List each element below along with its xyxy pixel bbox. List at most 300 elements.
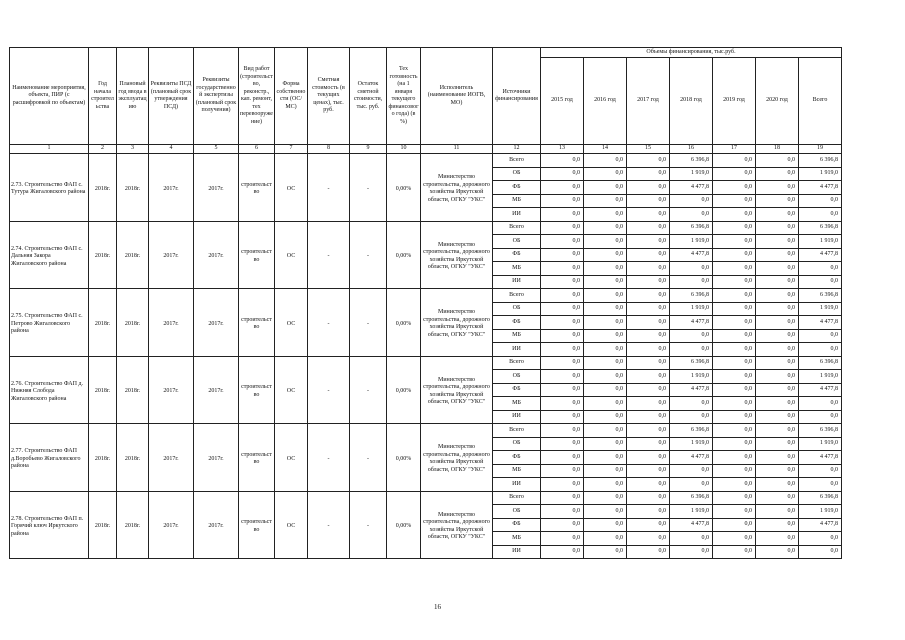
executor: Министерство строительства, дорожного хозяйства Иркутской области, ОГКУ "УКС" [421,154,493,222]
funding-value: 0,0 [713,167,756,181]
funding-value: 0,0 [670,464,713,478]
funding-value: 0,0 [627,491,670,505]
funding-source: ОБ [493,167,541,181]
estimate-cost: - [308,491,350,559]
funding-value: 0,0 [799,343,842,357]
funding-value: 0,0 [670,397,713,411]
funding-value: 0,0 [541,545,584,559]
funding-value: 0,0 [713,289,756,303]
funding-value: 0,0 [627,518,670,532]
header-total: Всего [799,58,842,145]
funding-value: 0,0 [584,181,627,195]
column-number-cell: 1 [10,145,89,154]
funding-value: 0,0 [670,478,713,492]
funding-source: ФБ [493,518,541,532]
funding-value: 0,0 [584,383,627,397]
funding-value: 0,0 [627,289,670,303]
funding-value: 0,0 [584,505,627,519]
funding-value: 0,0 [541,316,584,330]
funding-value: 0,0 [799,208,842,222]
funding-source: ИИ [493,478,541,492]
commission-year: 2018г. [117,289,149,357]
funding-value: 0,0 [627,329,670,343]
ownership: ОС [275,154,308,222]
funding-value: 0,0 [713,397,756,411]
funding-value: 0,0 [584,154,627,168]
funding-value: 0,0 [584,329,627,343]
funding-value: 0,0 [584,167,627,181]
ownership: ОС [275,221,308,289]
funding-value: 0,0 [584,451,627,465]
funding-value: 4 477,8 [799,451,842,465]
readiness: 0,00% [387,221,421,289]
funding-value: 0,0 [756,464,799,478]
column-number-cell: 16 [670,145,713,154]
funding-value: 0,0 [799,410,842,424]
funding-value: 0,0 [584,478,627,492]
funding-value: 0,0 [670,208,713,222]
funding-value: 6 396,8 [670,221,713,235]
funding-source: Всего [493,356,541,370]
estimate-cost: - [308,289,350,357]
funding-value: 4 477,8 [799,518,842,532]
funding-value: 0,0 [756,194,799,208]
readiness: 0,00% [387,154,421,222]
estimate-cost: - [308,221,350,289]
start-year: 2018г. [89,424,117,492]
table-row [10,289,842,303]
funding-value: 0,0 [799,397,842,411]
funding-value: 1 919,0 [670,505,713,519]
funding-value: 0,0 [799,194,842,208]
funding-value: 0,0 [756,437,799,451]
funding-value: 1 919,0 [670,437,713,451]
work-type: строительство [239,154,275,222]
readiness: 0,00% [387,424,421,492]
column-number-cell: 8 [308,145,350,154]
funding-value: 0,0 [713,491,756,505]
psd-year: 2017г. [149,221,194,289]
funding-value: 0,0 [541,167,584,181]
funding-value: 0,0 [713,275,756,289]
work-type: строительство [239,289,275,357]
executor: Министерство строительства, дорожного хозяйства Иркутской области, ОГКУ "УКС" [421,289,493,357]
estimate-cost: - [308,154,350,222]
funding-value: 4 477,8 [799,383,842,397]
funding-value: 0,0 [584,410,627,424]
funding-value: 0,0 [756,235,799,249]
funding-value: 0,0 [541,437,584,451]
funding-value: 0,0 [541,478,584,492]
funding-value: 0,0 [756,397,799,411]
table-row [10,154,842,168]
funding-value: 0,0 [627,194,670,208]
executor: Министерство строительства, дорожного хозяйства Иркутской области, ОГКУ "УКС" [421,221,493,289]
funding-value: 4 477,8 [799,316,842,330]
funding-value: 0,0 [799,532,842,546]
funding-value: 0,0 [627,167,670,181]
column-number-cell: 13 [541,145,584,154]
header-col-1: Наименование мероприятия, объекта, ПИР (с расшифровкой по объектам) [10,48,89,145]
funding-source: Всего [493,289,541,303]
funding-value: 0,0 [756,356,799,370]
funding-value: 0,0 [799,545,842,559]
header-col-6: Вид работ (строительство, реконстр., кап. ремонт, тех перевооружение) [239,48,275,145]
funding-value: 0,0 [670,194,713,208]
header-col-7: Форма собственности (ОС/МС) [275,48,308,145]
executor: Министерство строительства, дорожного хозяйства Иркутской области, ОГКУ "УКС" [421,424,493,492]
funding-value: 0,0 [584,545,627,559]
funding-value: 0,0 [713,464,756,478]
object-name: 2.77. Строительство ФАП д.Воробьево Жигаловского района [10,424,89,492]
funding-value: 0,0 [756,491,799,505]
header-year-2017: 2017 год [627,58,670,145]
readiness: 0,00% [387,356,421,424]
header-col-3: Плановый год ввода в эксплуатацию [117,48,149,145]
funding-value: 0,0 [584,316,627,330]
header-year-2020: 2020 год [756,58,799,145]
funding-value: 6 396,8 [799,491,842,505]
funding-value: 0,0 [756,181,799,195]
funding-value: 0,0 [756,208,799,222]
funding-value: 0,0 [756,262,799,276]
funding-value: 1 919,0 [799,235,842,249]
funding-value: 0,0 [799,478,842,492]
page-number: 16 [434,603,441,611]
column-number-cell: 7 [275,145,308,154]
funding-value: 0,0 [713,545,756,559]
funding-value: 0,0 [756,532,799,546]
funding-value: 0,0 [670,329,713,343]
funding-value: 0,0 [627,383,670,397]
funding-value: 0,0 [713,248,756,262]
funding-value: 0,0 [670,262,713,276]
column-number-cell: 10 [387,145,421,154]
funding-value: 0,0 [713,532,756,546]
funding-value: 1 919,0 [670,235,713,249]
funding-value: 0,0 [584,343,627,357]
column-number-cell: 11 [421,145,493,154]
start-year: 2018г. [89,491,117,559]
funding-value: 1 919,0 [670,302,713,316]
funding-value: 0,0 [713,424,756,438]
column-numbers-row [10,145,842,154]
funding-value: 0,0 [627,221,670,235]
funding-value: 0,0 [584,275,627,289]
psd-year: 2017г. [149,154,194,222]
column-number-cell: 6 [239,145,275,154]
column-number-cell: 4 [149,145,194,154]
funding-value: 0,0 [713,316,756,330]
executor: Министерство строительства, дорожного хозяйства Иркутской области, ОГКУ "УКС" [421,491,493,559]
funding-value: 0,0 [756,289,799,303]
funding-source: ОБ [493,505,541,519]
funding-value: 6 396,8 [799,289,842,303]
work-type: строительство [239,424,275,492]
executor: Министерство строительства, дорожного хозяйства Иркутской области, ОГКУ "УКС" [421,356,493,424]
header-col-5: Реквизиты государственной экспертизы (плановый срок получения) [194,48,239,145]
funding-value: 0,0 [756,329,799,343]
funding-value: 0,0 [713,221,756,235]
funding-value: 6 396,8 [799,356,842,370]
funding-value: 0,0 [541,329,584,343]
funding-value: 0,0 [541,383,584,397]
table-row [10,491,842,505]
ownership: ОС [275,424,308,492]
funding-value: 0,0 [541,518,584,532]
funding-value: 0,0 [713,235,756,249]
work-type: строительство [239,221,275,289]
funding-source: ИИ [493,208,541,222]
funding-source: ФБ [493,383,541,397]
funding-value: 0,0 [627,208,670,222]
column-number-cell: 18 [756,145,799,154]
funding-value: 0,0 [713,208,756,222]
expertise-year: 2017г. [194,154,239,222]
funding-value: 0,0 [541,451,584,465]
funding-value: 6 396,8 [670,154,713,168]
funding-value: 0,0 [627,181,670,195]
funding-value: 0,0 [627,464,670,478]
commission-year: 2018г. [117,491,149,559]
header-col-10: Тех готовность (на 1 января текущего финансового года) (в %) [387,48,421,145]
header-col-4: Реквизиты ПСД (плановый срок утверждения ПСД) [149,48,194,145]
funding-source: ИИ [493,410,541,424]
ownership: ОС [275,356,308,424]
funding-value: 0,0 [799,275,842,289]
funding-value: 0,0 [756,370,799,384]
funding-value: 0,0 [756,167,799,181]
funding-value: 0,0 [627,437,670,451]
funding-value: 0,0 [541,410,584,424]
remainder-cost: - [350,154,387,222]
funding-value: 0,0 [756,302,799,316]
funding-value: 0,0 [584,464,627,478]
funding-value: 0,0 [541,181,584,195]
funding-source: ИИ [493,275,541,289]
column-number-cell: 5 [194,145,239,154]
column-number-cell: 3 [117,145,149,154]
funding-source: МБ [493,397,541,411]
funding-value: 0,0 [713,194,756,208]
funding-value: 6 396,8 [799,221,842,235]
column-number-cell: 17 [713,145,756,154]
header-col-9: Остаток сметной стоимости, тыс. руб. [350,48,387,145]
funding-value: 1 919,0 [799,437,842,451]
funding-value: 0,0 [756,221,799,235]
funding-value: 0,0 [541,221,584,235]
remainder-cost: - [350,491,387,559]
object-name: 2.74. Строительство ФАП с. Дальняя Закора Жигаловского района [10,221,89,289]
column-number-cell: 12 [493,145,541,154]
funding-value: 0,0 [541,424,584,438]
funding-value: 0,0 [799,262,842,276]
funding-value: 0,0 [627,302,670,316]
funding-value: 0,0 [756,410,799,424]
funding-value: 0,0 [541,275,584,289]
funding-source: ИИ [493,545,541,559]
header-col-2: Год начала строительства [89,48,117,145]
funding-value: 0,0 [584,437,627,451]
funding-value: 0,0 [756,343,799,357]
funding-value: 0,0 [584,424,627,438]
funding-value: 0,0 [713,154,756,168]
funding-value: 0,0 [627,532,670,546]
financing-table [9,47,842,559]
funding-value: 0,0 [756,154,799,168]
header-year-2016: 2016 год [584,58,627,145]
commission-year: 2018г. [117,424,149,492]
funding-value: 0,0 [627,410,670,424]
funding-value: 4 477,8 [670,248,713,262]
funding-value: 0,0 [756,383,799,397]
expertise-year: 2017г. [194,221,239,289]
expertise-year: 2017г. [194,491,239,559]
funding-value: 0,0 [541,397,584,411]
funding-value: 0,0 [756,451,799,465]
funding-value: 4 477,8 [670,451,713,465]
funding-value: 0,0 [541,262,584,276]
table-row [10,356,842,370]
funding-value: 1 919,0 [799,370,842,384]
funding-value: 0,0 [756,478,799,492]
funding-value: 0,0 [541,154,584,168]
object-name: 2.78. Строительство ФАП п. Горячий ключ Иркутского района [10,491,89,559]
funding-value: 0,0 [756,275,799,289]
funding-source: ИИ [493,343,541,357]
funding-source: МБ [493,194,541,208]
funding-value: 0,0 [627,451,670,465]
commission-year: 2018г. [117,356,149,424]
readiness: 0,00% [387,289,421,357]
funding-source: Всего [493,491,541,505]
funding-value: 4 477,8 [670,383,713,397]
funding-value: 0,0 [627,316,670,330]
funding-value: 1 919,0 [799,505,842,519]
funding-value: 4 477,8 [670,181,713,195]
funding-value: 0,0 [627,343,670,357]
funding-source: МБ [493,262,541,276]
object-name: 2.76. Строительство ФАП д. Нижняя Слобода Жигаловского района [10,356,89,424]
column-number-cell: 19 [799,145,842,154]
expertise-year: 2017г. [194,424,239,492]
funding-value: 1 919,0 [670,370,713,384]
work-type: строительство [239,491,275,559]
funding-value: 0,0 [670,410,713,424]
funding-value: 0,0 [541,208,584,222]
header-year-2019: 2019 год [713,58,756,145]
start-year: 2018г. [89,221,117,289]
ownership: ОС [275,289,308,357]
funding-value: 0,0 [670,545,713,559]
start-year: 2018г. [89,154,117,222]
estimate-cost: - [308,424,350,492]
funding-value: 0,0 [584,370,627,384]
funding-value: 0,0 [541,194,584,208]
header-year-2015: 2015 год [541,58,584,145]
header-year-2018: 2018 год [670,58,713,145]
funding-value: 0,0 [584,356,627,370]
column-number-cell: 2 [89,145,117,154]
funding-value: 0,0 [713,451,756,465]
column-number-cell: 14 [584,145,627,154]
work-type: строительство [239,356,275,424]
funding-source: МБ [493,329,541,343]
funding-value: 4 477,8 [670,316,713,330]
object-name: 2.75. Строительство ФАП с. Петрово Жигаловского района [10,289,89,357]
psd-year: 2017г. [149,356,194,424]
header-funding-group: Объемы финансирования, тыс.руб. [541,48,842,58]
funding-source: Всего [493,154,541,168]
start-year: 2018г. [89,289,117,357]
funding-value: 6 396,8 [670,424,713,438]
funding-value: 0,0 [670,275,713,289]
funding-value: 0,0 [627,370,670,384]
funding-value: 4 477,8 [799,248,842,262]
funding-value: 0,0 [584,221,627,235]
funding-value: 0,0 [627,478,670,492]
psd-year: 2017г. [149,424,194,492]
funding-value: 0,0 [541,505,584,519]
funding-value: 0,0 [627,154,670,168]
funding-value: 0,0 [713,478,756,492]
document-sheet [9,47,842,559]
table-row [10,221,842,235]
funding-source: МБ [493,532,541,546]
funding-value: 0,0 [627,545,670,559]
funding-value: 1 919,0 [799,302,842,316]
funding-value: 0,0 [713,437,756,451]
column-number-cell: 15 [627,145,670,154]
table-body [10,48,842,559]
funding-value: 0,0 [713,356,756,370]
funding-value: 0,0 [756,248,799,262]
ownership: ОС [275,491,308,559]
funding-value: 0,0 [713,410,756,424]
funding-value: 6 396,8 [670,289,713,303]
funding-value: 0,0 [541,370,584,384]
funding-value: 0,0 [756,424,799,438]
commission-year: 2018г. [117,154,149,222]
funding-value: 0,0 [627,275,670,289]
funding-value: 0,0 [713,370,756,384]
funding-source: ОБ [493,302,541,316]
funding-value: 0,0 [799,329,842,343]
funding-value: 0,0 [627,424,670,438]
funding-value: 6 396,8 [670,356,713,370]
funding-value: 0,0 [627,235,670,249]
funding-value: 4 477,8 [670,518,713,532]
expertise-year: 2017г. [194,289,239,357]
funding-value: 0,0 [713,302,756,316]
funding-source: ОБ [493,370,541,384]
funding-source: ОБ [493,437,541,451]
funding-value: 0,0 [713,343,756,357]
funding-value: 0,0 [670,532,713,546]
funding-value: 0,0 [713,518,756,532]
funding-value: 0,0 [584,248,627,262]
funding-value: 0,0 [584,518,627,532]
funding-source: ФБ [493,248,541,262]
funding-value: 0,0 [627,356,670,370]
funding-source: ФБ [493,316,541,330]
object-name: 2.73. Строительство ФАП с. Тутура Жигаловского района [10,154,89,222]
readiness: 0,00% [387,491,421,559]
remainder-cost: - [350,221,387,289]
funding-value: 0,0 [713,181,756,195]
funding-value: 1 919,0 [799,167,842,181]
funding-value: 0,0 [713,262,756,276]
